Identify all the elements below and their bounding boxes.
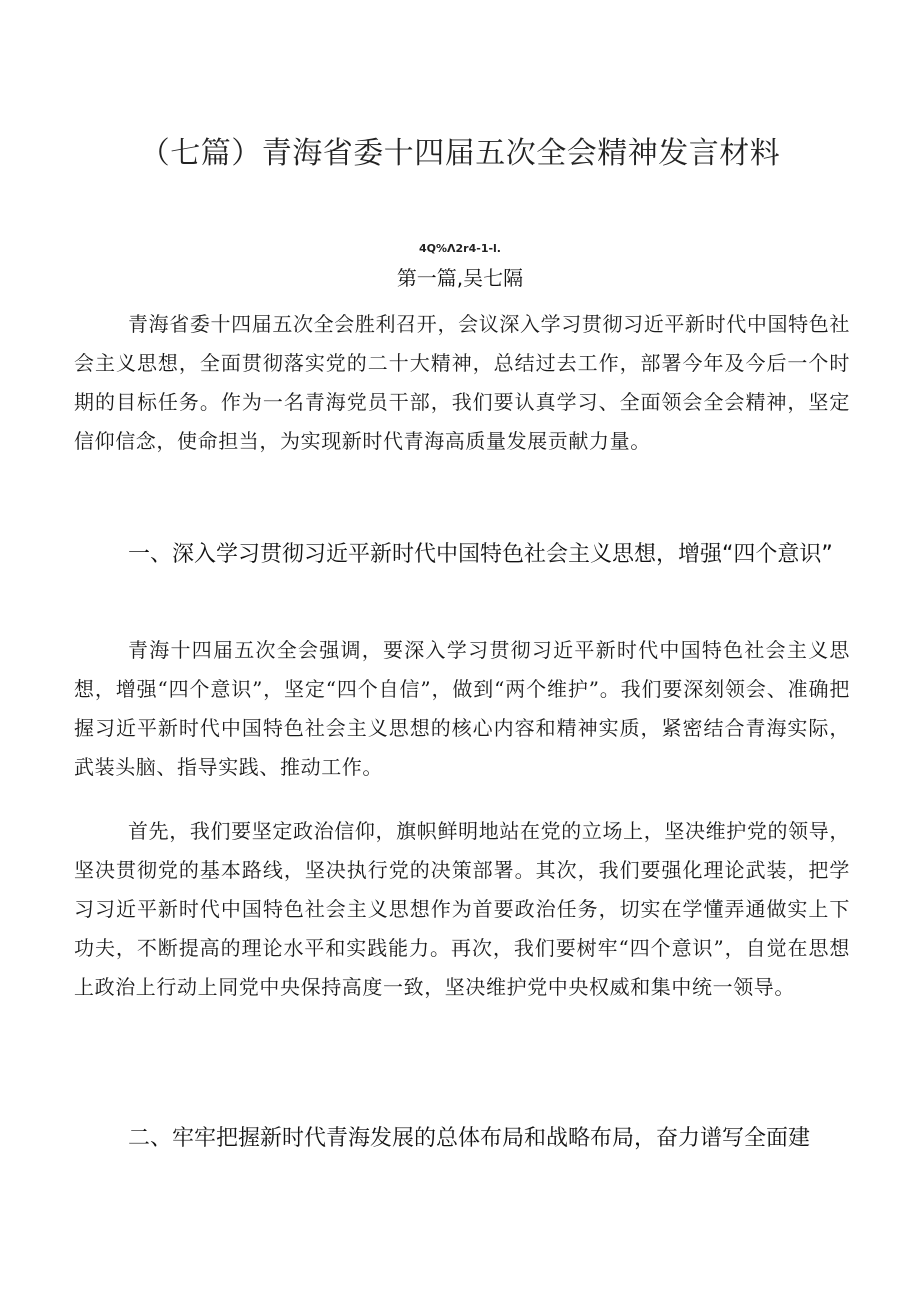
section-heading-1: 一、深入学习贯彻习近平新时代中国特色社会主义思想，增强“四个意识” (128, 542, 833, 567)
paragraph-section-1b: 首先，我们要坚定政治信仰，旗帜鲜明地站在党的立场上，坚决维护党的领导，坚决贯彻党的基本路线，坚决执行党的决策部署。其次，我们要强化理论武装，把学习习近平新时代中国特色社会主义思想作为首要政治任务，切实在学懂弄通做实上下功夫，不断提高的理论水平和实践能力。再次，我们要树牢“四个意识”，自觉在思想上政治上行动上同党中央保持高度一致，坚决维护党中央权威和集中统一领导。 (74, 819, 850, 999)
paragraph-section-1a: 青海十四届五次全会强调，要深入学习贯彻习近平新时代中国特色社会主义思想，增强“四个意识”，坚定“四个自信”，做到“两个维护”。我们要深刻领会、准确把握习近平新时代中国特色社会主义思想的核心内容和精神实质，紧密结合青海实际，武装头脑、指导实践、推动工作。 (74, 638, 850, 779)
section-heading-2: 二、牢牢把握新时代青海发展的总体布局和战略布局，奋力谱写全面建 (128, 1126, 811, 1151)
document-code: 4Q%Λ2r4-1-l. (418, 242, 501, 255)
paragraph-intro: 青海省委十四届五次全会胜利召开，会议深入学习贯彻习近平新时代中国特色社会主义思想，全面贯彻落实党的二十大精神，总结过去工作，部署今年及今后一个时期的目标任务。作为一名青海党员干部，我们要认真学习、全面领会全会精神，坚定信仰信念，使命担当，为实现新时代青海高质量发展贡献力量。 (74, 312, 850, 453)
part-title: 第一篇,吴七隔 (396, 266, 524, 290)
document-title: （七篇）青海省委十四届五次全会精神发言材料 (139, 136, 781, 171)
